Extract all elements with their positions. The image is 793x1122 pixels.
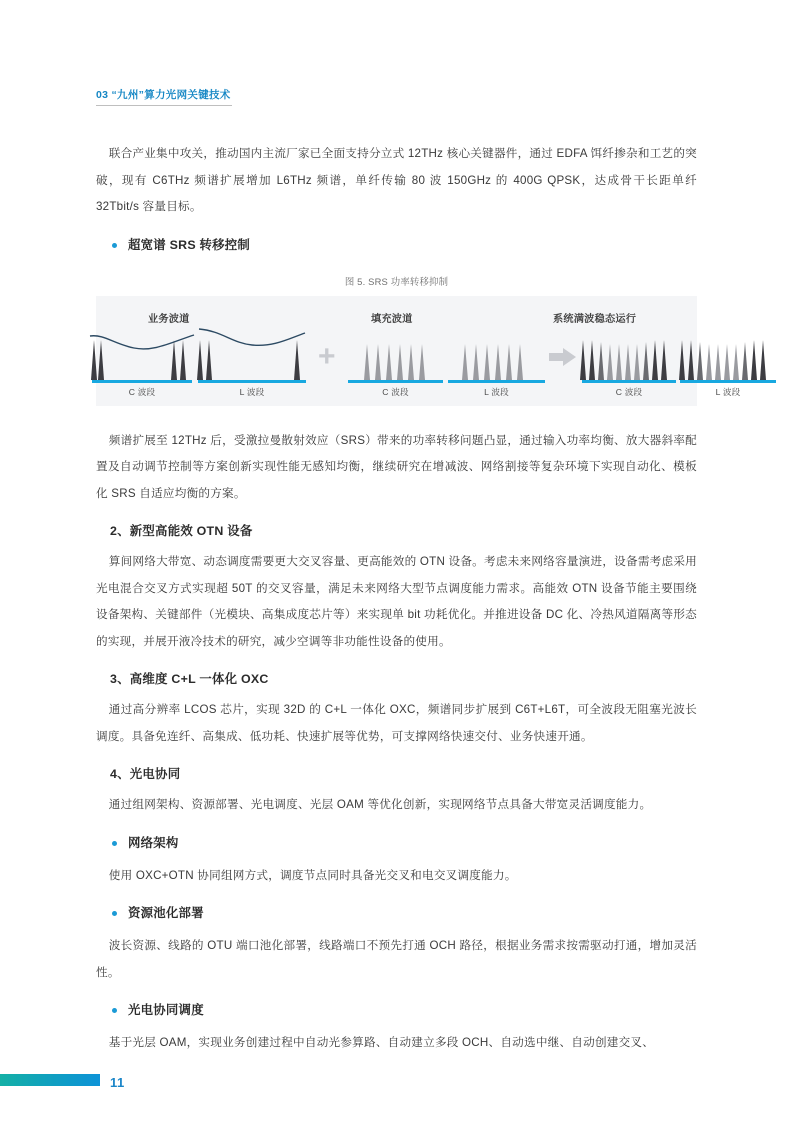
figure-group-title-service: 业务波道 [148, 313, 190, 325]
running-head-rule [96, 105, 232, 106]
paragraph-sched: 基于光层 OAM，实现业务创建过程中自动光参算路、自动建立多段 OCH、自动选中继、自动创建交叉、 [108, 1036, 655, 1049]
figure-spike [634, 344, 640, 380]
figure-plus-operator: + [318, 339, 336, 373]
page-number: 11 [110, 1075, 125, 1090]
figure-spike [661, 340, 667, 380]
figure-spike [419, 344, 425, 380]
figure-spike [742, 342, 748, 380]
figure-spike [206, 340, 212, 380]
figure-spike [751, 340, 757, 380]
bullet-heading-pool-label: 资源池化部署 [128, 906, 204, 920]
figure-spike [697, 342, 703, 380]
figure-band-label-c2: C 波段 [382, 386, 409, 397]
bullet-dot-icon [112, 243, 117, 248]
figure-band-label-l3: L 波段 [715, 386, 741, 397]
running-head-text: 03 “九州”算力光网关键技术 [96, 89, 231, 101]
figure-spike [625, 344, 631, 380]
figure-spike [473, 344, 479, 380]
footer-accent-bar [0, 1074, 100, 1086]
figure-spike [91, 340, 97, 380]
figure-spike [408, 344, 414, 380]
paragraph-srs: 频谱扩展至 12THz 后，受激拉曼散射效应（SRS）带来的功率转移问题凸显，通过输入功率均衡、放大器斜率配置及自动调节控制等方案创新实现性能无感知均衡，继续研究在增减波、网络割接等复杂环境下实现自动化、模板化 SRS 自适应均衡的方案。 [96, 433, 697, 500]
paragraph-oxc: 通过高分辨率 LCOS 芯片，实现 32D 的 C+L 一体化 OXC，频谱同步扩展到 C6T+L6T，可全波段无阻塞光波长调度。具备免连纤、高集成、低功耗、快速扩展等优势，可支撑网络快速交付、业务快速开通。 [96, 703, 697, 743]
heading-coop: 4、光电协同 [110, 767, 181, 781]
figure-spike [760, 340, 766, 380]
figure-band-base-c3 [582, 380, 676, 383]
figure-spike [506, 344, 512, 380]
figure-tilt-curve-l1 [196, 327, 308, 349]
paragraph-coop: 通过组网架构、资源部署、光电调度、光层 OAM 等优化创新，实现网络节点具备大带宽灵活调度能力。 [108, 798, 652, 811]
figure-band-base-c1 [92, 380, 192, 383]
figure-group-title-fill: 填充波道 [371, 313, 413, 325]
figure-spike [589, 340, 595, 380]
figure-band-label-l2: L 波段 [484, 386, 509, 397]
content-column [96, 141, 741, 1057]
figure-spike [517, 344, 523, 380]
figure-group-title-steady: 系统满波稳态运行 [553, 313, 637, 325]
figure-spike [171, 340, 177, 380]
figure-spike [98, 340, 104, 380]
figure-spike [484, 344, 490, 380]
bullet-heading-sched [112, 1000, 697, 1020]
bullet-dot-icon [112, 1008, 117, 1013]
figure-caption: 图 5. SRS 功率转移抑制 [344, 275, 449, 287]
bullet-heading-pool [112, 903, 697, 923]
figure-spike [197, 340, 203, 380]
bullet-heading-srs [112, 235, 697, 255]
figure-spike [679, 340, 685, 380]
bullet-dot-icon [112, 911, 117, 916]
figure-spike [598, 342, 604, 380]
figure-band-base-l2 [448, 380, 545, 383]
heading-oxc: 3、高维度 C+L 一体化 OXC [110, 672, 269, 686]
figure-spike [294, 340, 300, 380]
figure-spike [688, 340, 694, 380]
heading-otn: 2、新型高能效 OTN 设备 [110, 524, 253, 538]
figure-band-base-c2 [348, 380, 443, 383]
figure-spike [733, 344, 739, 380]
figure-spike [495, 344, 501, 380]
figure-spike [652, 340, 658, 380]
figure-spike [180, 340, 186, 380]
figure-band-label-l1: L 波段 [239, 386, 265, 397]
figure-spike [386, 344, 392, 380]
figure-band-label-c3: C 波段 [615, 386, 643, 397]
paragraph-arch: 使用 OXC+OTN 协同组网方式，调度节点同时具备光交叉和电交叉调度能力。 [108, 868, 517, 882]
figure-srs [96, 275, 741, 406]
figure-spike [580, 340, 586, 380]
paragraph-otn: 算间网络大带宽、动态调度需要更大交叉容量、更高能效的 OTN 设备。考虑未来网络容量演进，设备需考虑采用光电混合交叉方式实现超 50T 的交叉容量，满足未来网络大型节点调度能力需求。高能效 OTN 设备节能主要围绕设备架构、关键部件（光模块、高集成度芯片等）来实现单 bit 功耗优化。并推进设备 DC 化、冷热风道隔离等形态的实现，并展开液冷技术的研究，减少空调等非功能性设备的使用。 [96, 555, 697, 648]
figure-spike [607, 344, 613, 380]
figure-band-base-l3 [680, 380, 776, 383]
figure-panel [96, 296, 741, 406]
figure-spike [364, 344, 370, 380]
running-head [96, 88, 696, 106]
paragraph-intro: 联合产业集中攻关，推动国内主流厂家已全面支持分立式 12THz 核心关键器件，通过 EDFA 饵纤掺杂和工艺的突破，现有 C6THz 频谱扩展增加 L6THz 频谱，单纤传输 80 波 150GHz 的 400G QPSK，达成骨干长距单纤 32Tbit/s 容量目标。 [96, 147, 697, 213]
bullet-heading-srs-label: 超宽谱 SRS 转移控制 [128, 237, 251, 252]
paragraph-pool: 波长资源、线路的 OTU 端口池化部署，线路端口不预先打通 OCH 路径，根据业务需求按需驱动打通，增加灵活性。 [96, 939, 697, 979]
bullet-heading-sched-label: 光电协同调度 [128, 1003, 204, 1017]
figure-spike [724, 344, 730, 380]
figure-spike [643, 342, 649, 380]
figure-band-label-c1: C 波段 [128, 386, 156, 397]
figure-spike [375, 344, 381, 380]
figure-band-base-l1 [198, 380, 306, 383]
figure-spike [397, 344, 403, 380]
figure-spike [715, 344, 721, 380]
bullet-heading-arch [112, 833, 697, 853]
figure-spike [462, 344, 468, 380]
bullet-dot-icon [112, 841, 117, 846]
bullet-heading-arch-label: 网络架构 [128, 835, 179, 850]
figure-spike [706, 344, 712, 380]
figure-spike [616, 344, 622, 380]
arrow-right-icon [549, 348, 577, 366]
